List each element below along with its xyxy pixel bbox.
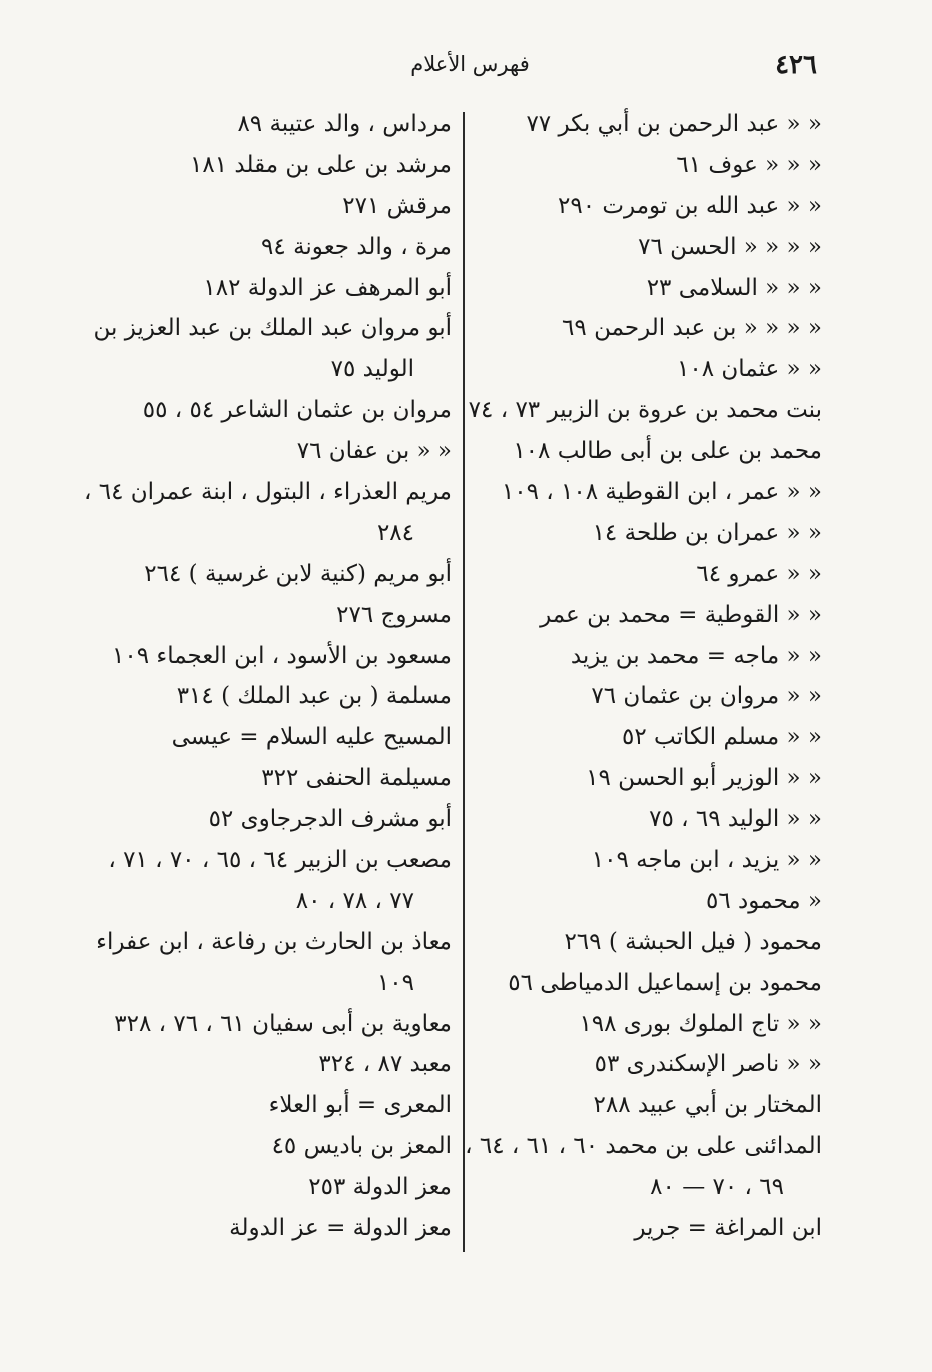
index-entry: « « يزيد ، ابن ماجه ١٠٩ [591, 847, 822, 874]
index-entry: « « عثمان ١٠٨ [677, 356, 822, 383]
index-entry: مريم العذراء ، البتول ، ابنة عمران ٦٤ ، [83, 479, 452, 506]
index-entry: « « مسلم الكاتب ٥٢ [622, 724, 822, 751]
index-entry: « « عمران بن طلحة ١٤ [592, 519, 822, 546]
index-entry-continuation: ١٠٩ [376, 969, 414, 996]
index-entry-continuation: ٦٩ ، ٧٠ — ٨٠ [650, 1174, 784, 1201]
index-entry: « « ماجه = محمد بن يزيد [570, 642, 822, 669]
index-entry: « « عمر ، ابن القوطية ١٠٨ ، ١٠٩ [501, 479, 822, 506]
index-entry: مصعب بن الزبير ٦٤ ، ٦٥ ، ٧٠ ، ٧١ ، [108, 847, 452, 874]
index-entry: المختار بن أبي عبيد ٢٨٨ [593, 1092, 822, 1119]
index-entry: مرقش ٢٧١ [342, 192, 452, 219]
index-entry: مسروج ٢٧٦ [336, 601, 452, 628]
index-entry: « محمود ٥٦ [706, 887, 822, 914]
index-entry: « « القوطية = محمد بن عمر [540, 601, 822, 628]
index-entry: « « عبد الرحمن بن أبي بكر ٧٧ [526, 111, 822, 137]
index-entry: « « « السلامى ٢٣ [646, 274, 822, 301]
index-entry: محمد بن على بن أبى طالب ١٠٨ [513, 438, 822, 465]
column-divider [463, 112, 465, 1252]
index-entry: « « مروان بن عثمان ٧٦ [591, 683, 822, 710]
index-entry: « « « « الحسن ٧٦ [638, 233, 822, 260]
index-entry: « « عمرو ٦٤ [696, 560, 822, 587]
index-entry: محمود ( فيل الحبشة ) ٢٦٩ [564, 928, 822, 955]
running-title: فهرس الأعلام [410, 52, 530, 76]
index-entry: « « « « بن عبد الرحمن ٦٩ [562, 315, 822, 342]
index-entry: مروان بن عثمان الشاعر ٥٤ ، ٥٥ [142, 397, 452, 424]
index-entry: المسيح عليه السلام = عيسى [171, 724, 452, 751]
index-entry: مرة ، والد جعونة ٩٤ [261, 233, 452, 260]
index-entry: مرشد بن على بن مقلد ١٨١ [190, 151, 452, 178]
index-entry: معبد ٨٧ ، ٣٢٤ [318, 1051, 452, 1078]
index-entry: « « ناصر الإسكندرى ٥٣ [594, 1051, 822, 1078]
index-entry: معز الدولة = عز الدولة [229, 1215, 452, 1242]
index-entry: المدائنى على بن محمد ٦٠ ، ٦١ ، ٦٤ ، [465, 1133, 822, 1160]
index-entry: « « تاج الملوك بورى ١٩٨ [579, 1010, 822, 1037]
index-entry: مسيلمة الحنفى ٣٢٢ [261, 765, 452, 792]
index-entry: أبو مروان عبد الملك بن عبد العزيز بن [93, 315, 452, 342]
index-entry: « « الوزير أبو الحسن ١٩ [586, 765, 822, 792]
index-entry: « « بن عفان ٧٦ [296, 438, 452, 465]
index-entry: محمود بن إسماعيل الدمياطى ٥٦ [508, 969, 822, 996]
index-entry: مسعود بن الأسود ، ابن العجماء ١٠٩ [112, 642, 452, 669]
index-entry: المعز بن باديس ٤٥ [271, 1133, 452, 1160]
index-entry: أبو مشرف الدجرجاوى ٥٢ [208, 806, 452, 833]
index-column-left [82, 104, 452, 1249]
index-entry: « « « عوف ٦١ [676, 151, 822, 178]
index-entry: معاوية بن أبى سفيان ٦١ ، ٧٦ ، ٣٢٨ [114, 1010, 452, 1037]
index-entry-continuation: ٢٨٤ [376, 519, 414, 546]
index-entry: مرداس ، والد عتيبة ٨٩ [237, 111, 452, 137]
index-entry: بنت محمد بن عروة بن الزبير ٧٣ ، ٧٤ [468, 397, 822, 424]
index-entry-continuation: ٧٧ ، ٧٨ ، ٨٠ [295, 887, 414, 914]
index-entry: « « الوليد ٦٩ ، ٧٥ [649, 806, 822, 833]
index-entry-continuation: الوليد ٧٥ [330, 356, 414, 383]
page-number: ٤٢٦ [775, 50, 817, 80]
index-entry: ابن المراغة = جرير [634, 1215, 822, 1242]
index-entry: معز الدولة ٢٥٣ [308, 1174, 452, 1201]
index-entry: مسلمة ( بن عبد الملك ) ٣١٤ [176, 683, 452, 710]
index-entry: « « عبد الله بن تومرت ٢٩٠ [557, 192, 822, 219]
index-column-right [467, 104, 822, 1249]
index-entry: المعرى = أبو العلاء [268, 1092, 452, 1119]
index-entry: معاذ بن الحارث بن رفاعة ، ابن عفراء [96, 928, 452, 955]
index-entry: أبو مريم (كنية لابن غرسية ) ٢٦٤ [144, 560, 452, 587]
index-entry: أبو المرهف عز الدولة ١٨٢ [203, 274, 452, 301]
